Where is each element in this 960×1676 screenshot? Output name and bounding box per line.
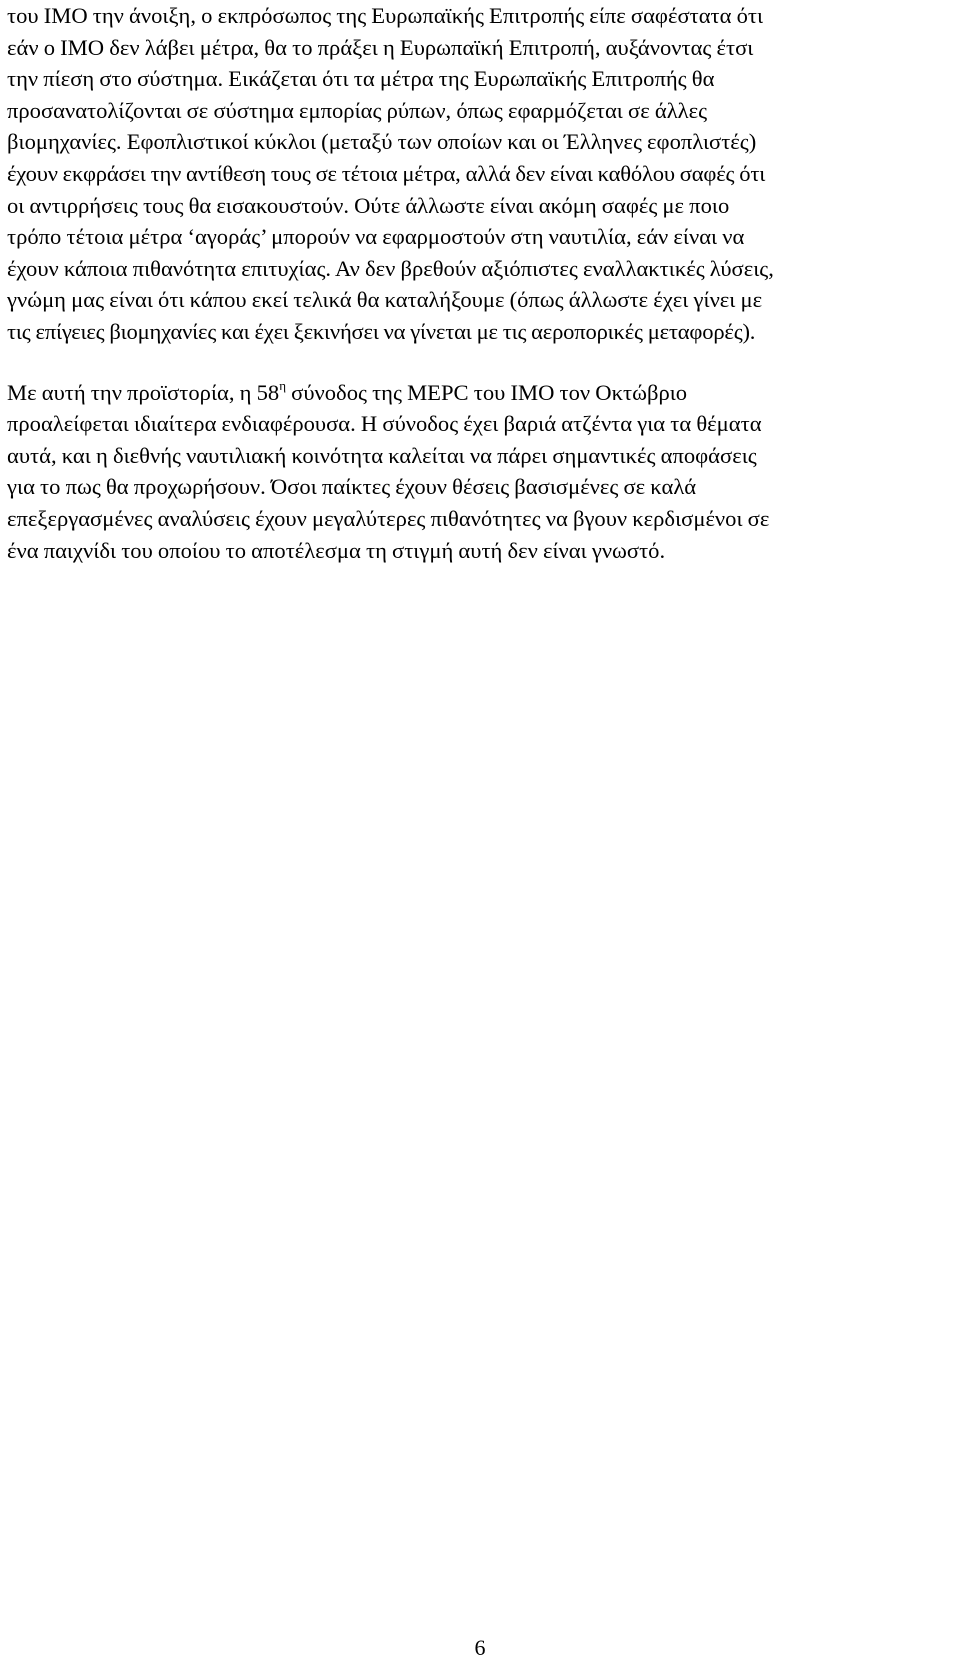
text-line: τις επίγειες βιομηχανίες και έχει ξεκινήσει να γίνεται με τις αεροπορικές μεταφορές). [7,318,756,344]
text-line: προσανατολίζονται σε σύστημα εμπορίας ρύπων, όπως εφαρμόζεται σε άλλες [7,97,708,123]
body-text [7,0,952,566]
text-line: οι αντιρρήσεις τους θα εισακουστούν. Ούτε άλλωστε είναι ακόμη σαφές με ποιο [7,192,730,218]
text-line: βιομηχανίες. Εφοπλιστικοί κύκλοι (μεταξύ των οποίων και οι Έλληνες εφοπλιστές) [7,129,757,155]
text-line: την πίεση στο σύστημα. Εικάζεται ότι τα μέτρα της Ευρωπαϊκής Επιτροπής θα [7,66,715,92]
text-line: έχουν κάποια πιθανότητα επιτυχίας. Αν δεν βρεθούν αξιόπιστες εναλλακτικές λύσεις, [7,255,774,281]
text-line: εάν ο ΙΜΟ δεν λάβει μέτρα, θα το πράξει η Ευρωπαϊκή Επιτροπή, αυξάνοντας έτσι [7,34,754,60]
ordinal-superscript: η [279,377,287,393]
text-line: για το πως θα προχωρήσουν. Όσοι παίκτες έχουν θέσεις βασισμένες σε καλά [7,474,697,500]
text-line: του ΙΜΟ την άνοιξη, ο εκπρόσωπος της Ευρωπαϊκής Επιτροπής είπε σαφέστατα ότι [7,3,764,28]
text-line: γνώμη μας είναι ότι κάπου εκεί τελικά θα καταλήξουμε (όπως άλλωστε έχει γίνει με [7,287,763,313]
text-line: τρόπο τέτοια μέτρα ‘αγοράς’ μπορούν να εφαρμοστούν στη ναυτιλία, εάν είναι να [7,224,745,250]
text-line: ένα παιχνίδι του οποίου το αποτέλεσμα τη στιγμή αυτή δεν είναι γνωστό. [7,537,666,563]
text-line: προαλείφεται ιδιαίτερα ενδιαφέρουσα. Η σύνοδος έχει βαριά ατζέντα για τα θέματα [7,411,762,437]
text-line [7,377,952,409]
text-line: έχουν εκφράσει την αντίθεση τους σε τέτοια μέτρα, αλλά δεν είναι καθόλου σαφές ότι [7,160,766,186]
paragraph [7,377,952,567]
text-line: επεξεργασμένες αναλύσεις έχουν μεγαλύτερες πιθανότητες να βγουν κερδισμένοι σε [7,505,770,531]
text-line: αυτά, και η διεθνής ναυτιλιακή κοινότητα καλείται να πάρει σημαντικές αποφάσεις [7,442,757,468]
text-run: σύνοδος της MEPC του ΙΜΟ τον Οκτώβριο [286,379,688,405]
paragraph [7,0,952,348]
text-run: Με αυτή την προϊστορία, η 58 [7,379,280,405]
page-number: 6 [474,1635,486,1660]
